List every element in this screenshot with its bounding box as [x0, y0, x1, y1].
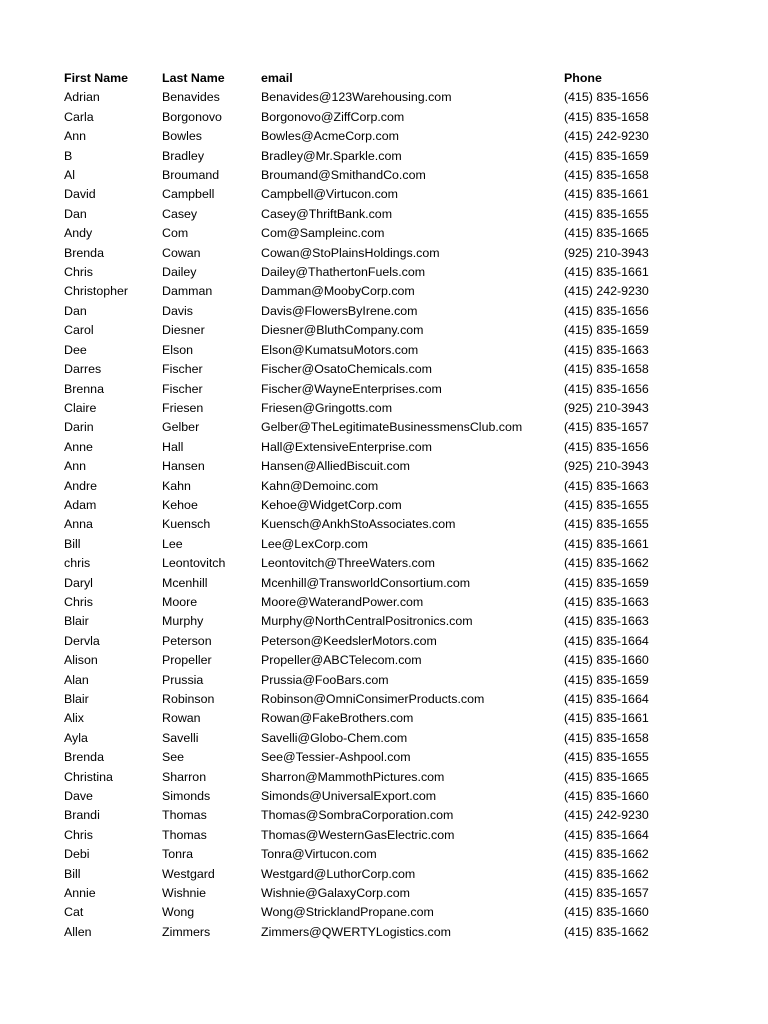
last-name-cell: Murphy [162, 614, 204, 629]
table-row [64, 632, 664, 651]
table-row [64, 884, 664, 903]
first-name-cell: Debi [64, 847, 90, 862]
phone-cell: (415) 835-1662 [564, 924, 649, 939]
phone-cell: (415) 835-1658 [564, 109, 649, 124]
first-name-cell: Darres [64, 362, 102, 377]
last-name-cell: Campbell [162, 187, 215, 202]
first-name-cell: Brenda [64, 245, 104, 260]
last-name-cell: Robinson [162, 692, 215, 706]
last-name-cell: Thomas [162, 808, 207, 823]
first-name-cell: Dee [64, 342, 87, 357]
table-row [64, 263, 664, 282]
table-row [64, 418, 664, 437]
first-name-cell: Carol [64, 323, 94, 338]
last-name-cell: Com [162, 226, 189, 241]
table-row [64, 438, 664, 457]
email-cell: Hansen@AlliedBiscuit.com [261, 459, 410, 474]
phone-cell: (415) 835-1655 [564, 497, 649, 512]
table-row [64, 341, 664, 360]
first-name-cell: Ayla [64, 730, 88, 745]
table-row [64, 205, 664, 224]
table-row [64, 282, 664, 301]
phone-cell: (415) 835-1661 [564, 536, 649, 551]
email-cell: Dailey@ThathertonFuels.com [261, 265, 426, 280]
phone-cell: (415) 835-1656 [564, 439, 649, 454]
contact-sheet [64, 69, 744, 942]
phone-cell: (415) 835-1659 [564, 672, 649, 687]
first-name-cell: B [64, 148, 73, 163]
table-row [64, 166, 664, 185]
first-name-cell: Ann [64, 459, 87, 474]
last-name-cell: Rowan [162, 711, 201, 726]
email-cell: Casey@ThriftBank.com [261, 206, 393, 221]
last-name-cell: Thomas [162, 827, 207, 842]
phone-cell: (925) 210-3943 [564, 459, 649, 474]
email-cell: See@Tessier-Ashpool.com [261, 750, 411, 765]
last-name-cell: Lee [162, 536, 183, 551]
email-cell: Thomas@SombraCorporation.com [261, 808, 454, 823]
email-cell: Borgonovo@ZiffCorp.com [261, 109, 405, 124]
first-name-cell: Allen [64, 924, 92, 939]
first-name-cell: Brenda [64, 750, 104, 765]
last-name-cell: Prussia [162, 672, 204, 687]
first-name-cell: Blair [64, 614, 89, 629]
first-name-cell: Anne [64, 439, 93, 454]
last-name-cell: Bradley [162, 148, 205, 163]
email-cell: Robinson@OmniConsimerProducts.com [261, 692, 485, 706]
last-name-cell: Cowan [162, 245, 201, 260]
email-cell: Rowan@FakeBrothers.com [261, 711, 414, 726]
email-cell: Damman@MoobyCorp.com [261, 284, 415, 299]
phone-cell: (415) 835-1663 [564, 478, 649, 493]
table-row [64, 380, 664, 399]
last-name-cell: Benavides [162, 90, 220, 105]
phone-cell: (415) 835-1660 [564, 653, 649, 668]
phone-cell: (415) 242-9230 [564, 129, 649, 144]
last-name-cell: Wishnie [162, 886, 207, 901]
email-cell: Murphy@NorthCentralPositronics.com [261, 614, 473, 629]
email-cell: Peterson@KeedslerMotors.com [261, 633, 437, 648]
phone-cell: (415) 835-1658 [564, 168, 649, 183]
email-cell: Wong@StricklandPropane.com [261, 905, 434, 920]
last-name-header: Last Name [162, 71, 225, 85]
last-name-cell: Damman [162, 284, 213, 299]
table-row [64, 108, 664, 127]
first-name-cell: Blair [64, 692, 89, 706]
phone-cell: (415) 835-1663 [564, 594, 649, 609]
table-row [64, 748, 664, 767]
email-cell: Hall@ExtensiveEnterprise.com [261, 439, 432, 454]
email-cell: Lee@LexCorp.com [261, 536, 368, 551]
last-name-cell: Friesen [162, 400, 204, 415]
last-name-cell: Diesner [162, 323, 205, 338]
last-name-cell: Davis [162, 303, 193, 318]
phone-cell: (415) 835-1665 [564, 226, 649, 241]
last-name-cell: Tonra [162, 847, 193, 862]
first-name-cell: Andy [64, 226, 93, 241]
first-name-cell: David [64, 187, 96, 202]
first-name-cell: Adam [64, 497, 97, 512]
phone-cell: (415) 835-1665 [564, 769, 649, 784]
email-cell: Wishnie@GalaxyCorp.com [261, 886, 410, 901]
last-name-cell: Hall [162, 439, 184, 454]
first-name-cell: Andre [64, 478, 98, 493]
last-name-cell: Sharron [162, 769, 207, 784]
table-row [64, 865, 664, 884]
table-row [64, 224, 664, 243]
first-name-cell: Chris [64, 594, 93, 609]
email-cell: Mcenhill@TransworldConsortium.com [261, 575, 471, 590]
table-row [64, 768, 664, 787]
first-name-cell: Ann [64, 129, 87, 144]
last-name-cell: Dailey [162, 265, 197, 280]
phone-cell: (415) 835-1656 [564, 90, 649, 105]
table-row [64, 321, 664, 340]
first-name-cell: Claire [64, 400, 97, 415]
last-name-cell: Westgard [162, 866, 215, 881]
phone-cell: (415) 835-1656 [564, 381, 649, 396]
phone-cell: (415) 835-1662 [564, 866, 649, 881]
last-name-cell: Kuensch [162, 517, 211, 532]
first-name-cell: Al [64, 168, 76, 183]
email-cell: Moore@WaterandPower.com [261, 594, 424, 609]
table-row [64, 923, 664, 942]
table-row [64, 515, 664, 534]
phone-cell: (415) 835-1660 [564, 905, 649, 920]
phone-cell: (415) 835-1661 [564, 187, 649, 202]
table-row [64, 671, 664, 690]
first-name-cell: Darin [64, 420, 94, 435]
phone-cell: (415) 835-1662 [564, 556, 649, 571]
last-name-cell: Peterson [162, 633, 212, 648]
first-name-cell: Christopher [64, 284, 129, 299]
email-cell: Cowan@StoPlainsHoldings.com [261, 245, 440, 260]
first-name-cell: Dervla [64, 633, 100, 648]
last-name-cell: Fischer [162, 381, 203, 396]
email-cell: Broumand@SmithandCo.com [261, 168, 426, 183]
first-name-cell: Brenna [64, 381, 104, 396]
first-name-cell: Alan [64, 672, 89, 687]
email-cell: Westgard@LuthorCorp.com [261, 866, 416, 881]
last-name-cell: Elson [162, 342, 193, 357]
email-cell: Gelber@TheLegitimateBusinessmensClub.com [261, 420, 523, 435]
phone-cell: (415) 835-1664 [564, 633, 649, 648]
email-cell: Com@Sampleinc.com [261, 226, 385, 241]
table-row [64, 903, 664, 922]
table-row [64, 147, 664, 166]
contacts-body [64, 88, 664, 942]
table-row [64, 729, 664, 748]
first-name-cell: Cat [64, 905, 84, 920]
first-name-cell: Annie [64, 886, 96, 901]
first-name-cell: Alison [64, 653, 98, 668]
last-name-cell: Mcenhill [162, 575, 208, 590]
table-row [64, 593, 664, 612]
email-cell: Friesen@Gringotts.com [261, 400, 393, 415]
phone-cell: (415) 835-1655 [564, 517, 649, 532]
email-cell: Simonds@UniversalExport.com [261, 789, 437, 804]
table-row [64, 826, 664, 845]
table-row [64, 496, 664, 515]
last-name-cell: Casey [162, 206, 198, 221]
first-name-cell: Chris [64, 827, 93, 842]
last-name-cell: Borgonovo [162, 109, 222, 124]
email-cell: Fischer@OsatoChemicals.com [261, 362, 432, 377]
phone-cell: (415) 835-1655 [564, 750, 649, 765]
table-row [64, 127, 664, 146]
first-name-cell: Adrian [64, 90, 100, 105]
phone-cell: (415) 835-1659 [564, 148, 649, 163]
email-cell: Davis@FlowersByIrene.com [261, 303, 418, 318]
last-name-cell: Wong [162, 905, 195, 920]
table-row [64, 88, 664, 107]
email-cell: Kehoe@WidgetCorp.com [261, 497, 402, 512]
last-name-cell: Fischer [162, 362, 203, 377]
phone-cell: (415) 242-9230 [564, 808, 649, 823]
email-cell: Savelli@Globo-Chem.com [261, 730, 408, 745]
email-cell: Tonra@Virtucon.com [261, 847, 377, 862]
last-name-cell: Hansen [162, 459, 205, 474]
phone-cell: (415) 835-1664 [564, 692, 649, 706]
email-cell: Elson@KumatsuMotors.com [261, 342, 419, 357]
phone-cell: (415) 835-1663 [564, 342, 649, 357]
last-name-cell: Leontovitch [162, 556, 226, 571]
phone-cell: (415) 835-1657 [564, 420, 649, 435]
table-row [64, 477, 664, 496]
table-row [64, 185, 664, 204]
phone-header: Phone [564, 71, 602, 85]
phone-cell: (415) 835-1661 [564, 265, 649, 280]
email-cell: Prussia@FooBars.com [261, 672, 389, 687]
table-row [64, 845, 664, 864]
email-cell: Kuensch@AnkhStoAssociates.com [261, 517, 456, 532]
email-cell: Campbell@Virtucon.com [261, 187, 398, 202]
phone-cell: (415) 242-9230 [564, 284, 649, 299]
email-cell: Diesner@BluthCompany.com [261, 323, 424, 338]
first-name-cell: Christina [64, 769, 113, 784]
phone-cell: (415) 835-1662 [564, 847, 649, 862]
email-cell: Fischer@WayneEnterprises.com [261, 381, 442, 396]
first-name-cell: Chris [64, 265, 93, 280]
first-name-cell: Bill [64, 866, 81, 881]
phone-cell: (925) 210-3943 [564, 245, 649, 260]
email-cell: Leontovitch@ThreeWaters.com [261, 556, 435, 571]
last-name-cell: Bowles [162, 129, 202, 144]
header-row [64, 69, 664, 88]
first-name-cell: chris [64, 556, 91, 571]
first-name-cell: Alix [64, 711, 84, 726]
table-row [64, 554, 664, 573]
email-cell: Benavides@123Warehousing.com [261, 90, 452, 105]
first-name-cell: Carla [64, 109, 94, 124]
last-name-cell: Broumand [162, 168, 220, 183]
table-row [64, 806, 664, 825]
table-row [64, 535, 664, 554]
email-cell: Bowles@AcmeCorp.com [261, 129, 399, 144]
first-name-cell: Brandi [64, 808, 100, 823]
table-row [64, 457, 664, 476]
email-cell: Zimmers@QWERTYLogistics.com [261, 924, 451, 939]
phone-cell: (415) 835-1658 [564, 362, 649, 377]
first-name-cell: Daryl [64, 575, 93, 590]
first-name-cell: Anna [64, 517, 93, 532]
last-name-cell: Gelber [162, 420, 200, 435]
table-row [64, 651, 664, 670]
phone-cell: (415) 835-1658 [564, 730, 649, 745]
email-cell: Propeller@ABCTelecom.com [261, 653, 422, 668]
email-cell: Kahn@Demoinc.com [261, 478, 379, 493]
table-row [64, 302, 664, 321]
table-row [64, 399, 664, 418]
phone-cell: (415) 835-1663 [564, 614, 649, 629]
first-name-cell: Dave [64, 789, 93, 804]
last-name-cell: Moore [162, 594, 198, 609]
last-name-cell: Propeller [162, 653, 212, 668]
email-header: email [261, 71, 293, 85]
first-name-cell: Dan [64, 206, 87, 221]
last-name-cell: Savelli [162, 730, 199, 745]
first-name-header: First Name [64, 71, 129, 85]
phone-cell: (415) 835-1659 [564, 323, 649, 338]
phone-cell: (415) 835-1660 [564, 789, 649, 804]
email-cell: Thomas@WesternGasElectric.com [261, 827, 455, 842]
first-name-cell: Dan [64, 303, 87, 318]
table-row [64, 690, 664, 709]
table-row [64, 574, 664, 593]
last-name-cell: Kahn [162, 478, 191, 493]
table-row [64, 360, 664, 379]
last-name-cell: See [162, 750, 185, 765]
phone-cell: (415) 835-1664 [564, 827, 649, 842]
phone-cell: (415) 835-1656 [564, 303, 649, 318]
first-name-cell: Bill [64, 536, 81, 551]
phone-cell: (415) 835-1655 [564, 206, 649, 221]
last-name-cell: Simonds [162, 789, 211, 804]
email-cell: Sharron@MammothPictures.com [261, 769, 445, 784]
table-row [64, 787, 664, 806]
table-row [64, 244, 664, 263]
last-name-cell: Kehoe [162, 497, 198, 512]
phone-cell: (415) 835-1657 [564, 886, 649, 901]
phone-cell: (415) 835-1661 [564, 711, 649, 726]
email-cell: Bradley@Mr.Sparkle.com [261, 148, 402, 163]
phone-cell: (925) 210-3943 [564, 400, 649, 415]
contacts-table [64, 69, 664, 942]
table-row [64, 612, 664, 631]
phone-cell: (415) 835-1659 [564, 575, 649, 590]
last-name-cell: Zimmers [162, 924, 211, 939]
table-row [64, 709, 664, 728]
